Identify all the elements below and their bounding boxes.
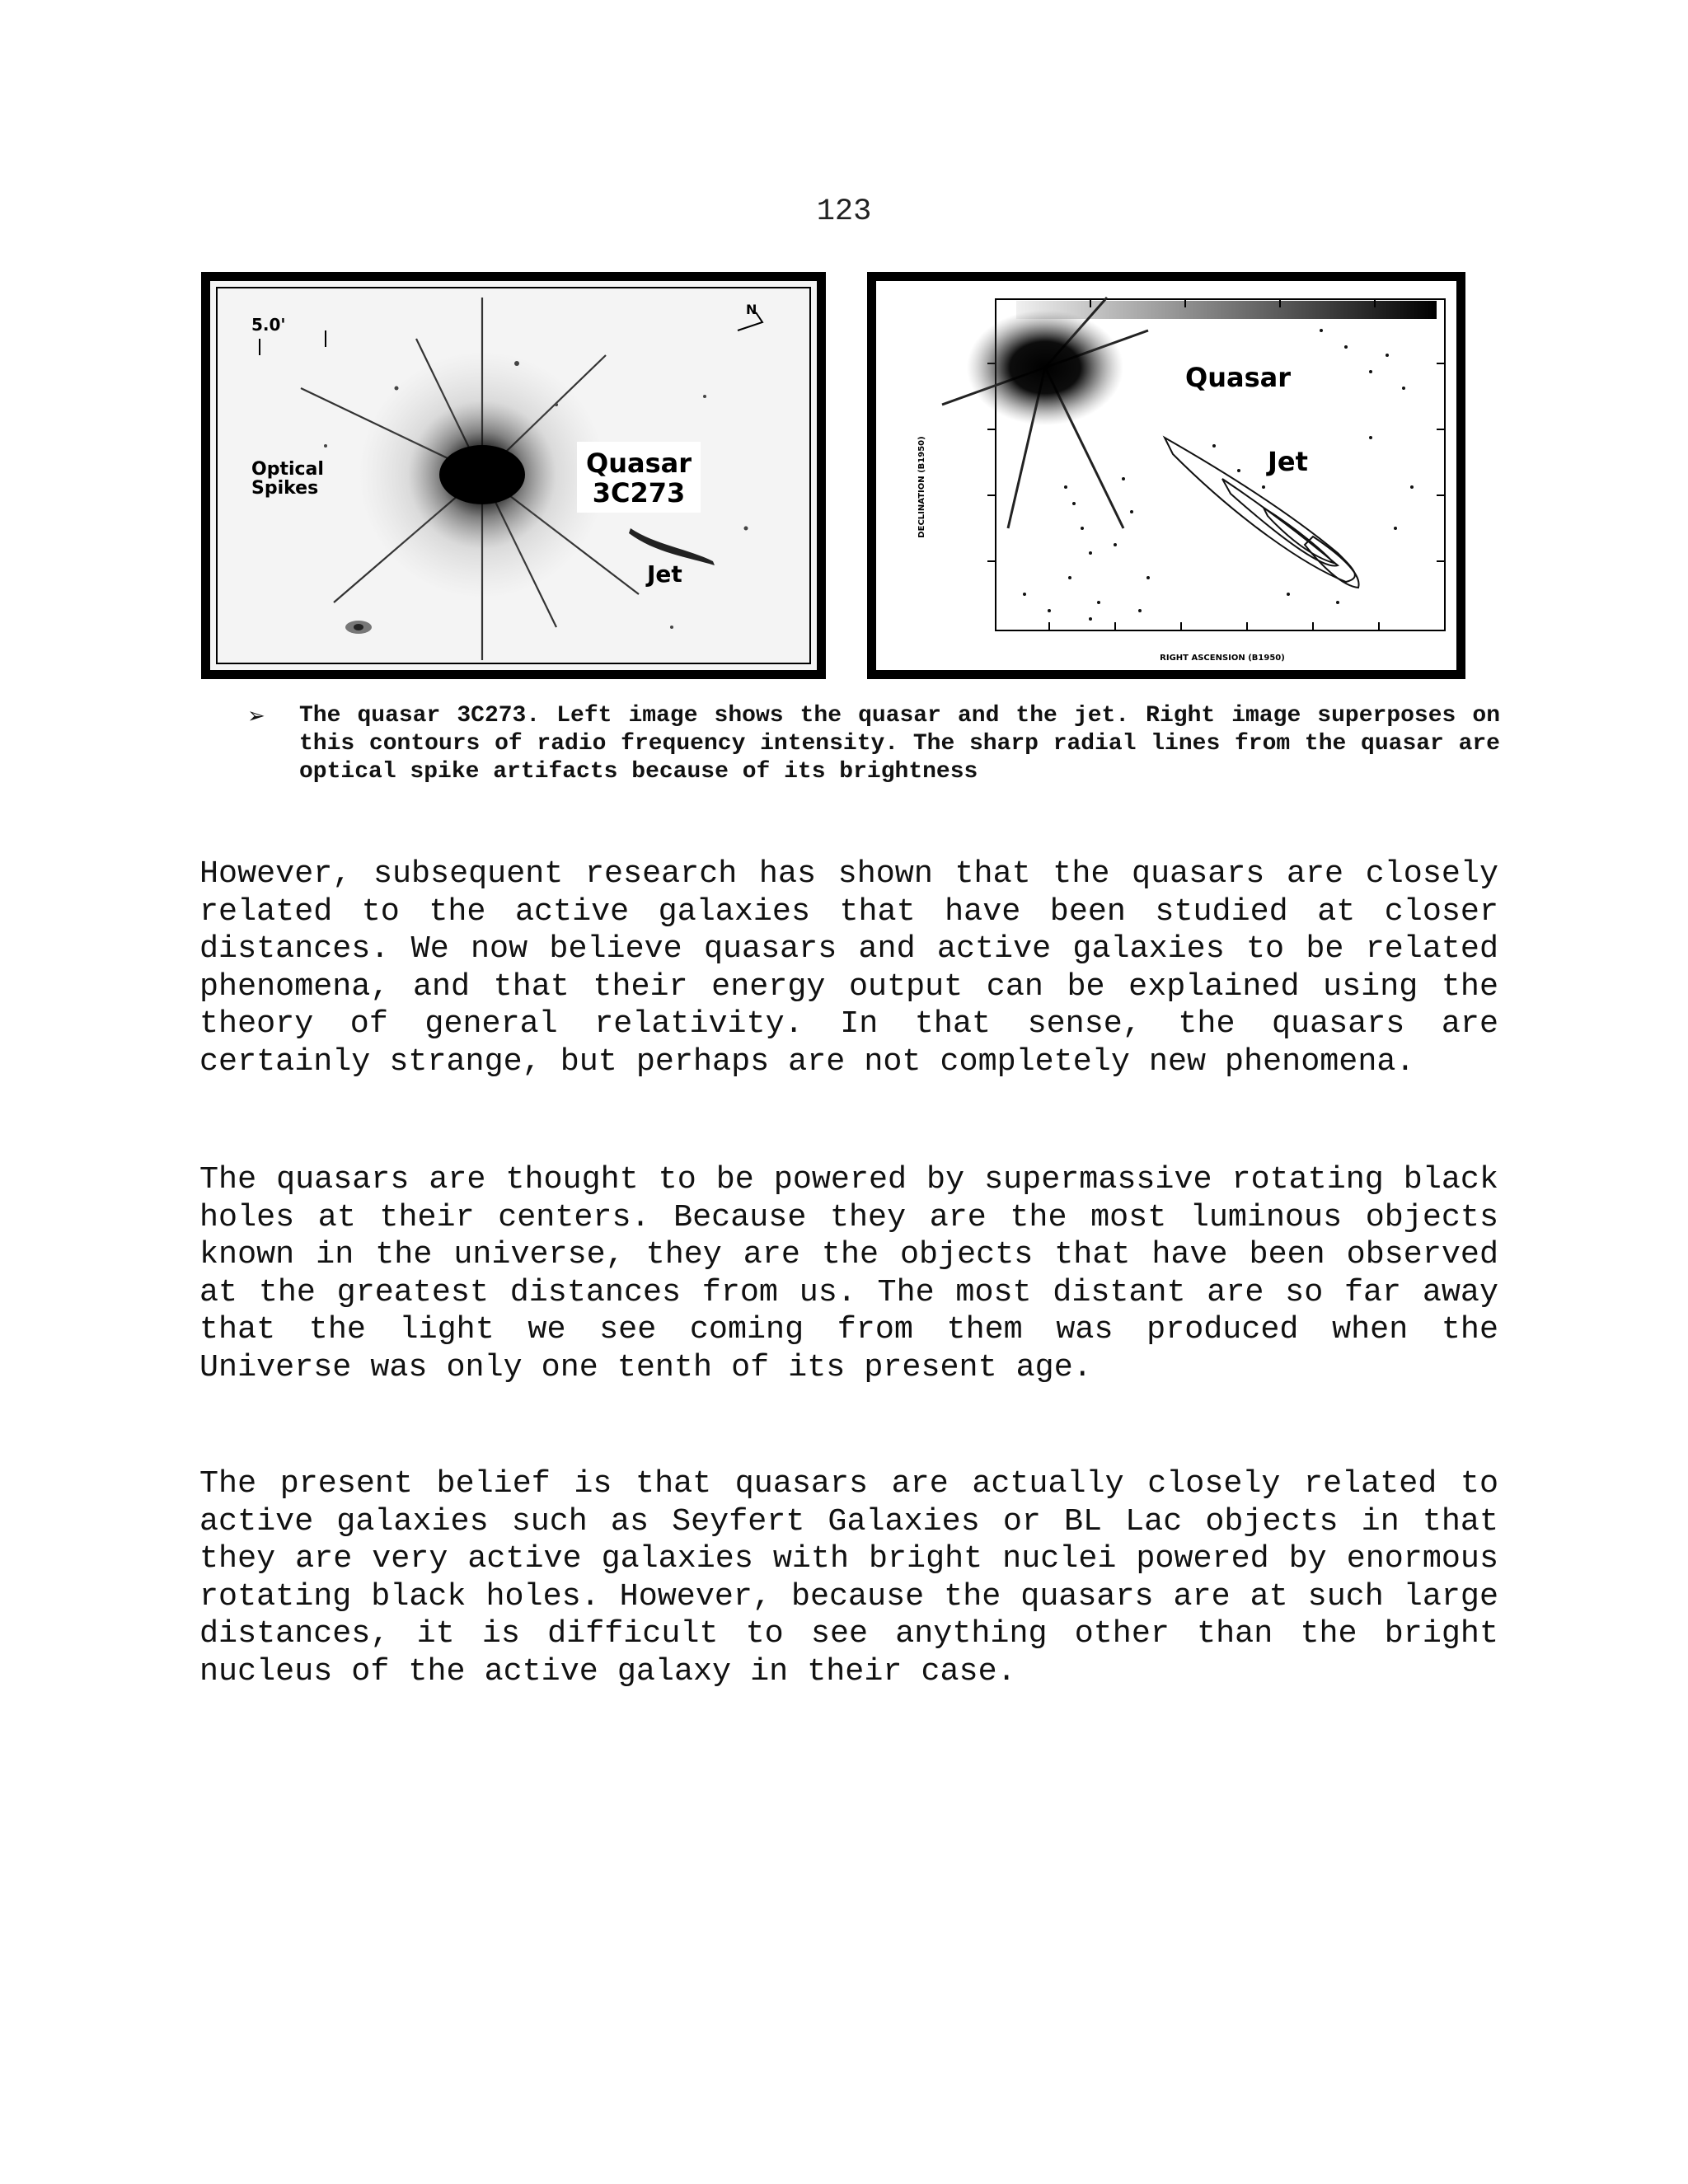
quasar-core <box>439 445 525 504</box>
caption-text: The quasar 3C273. Left image shows the quasar and the jet. Right image superposes on this contours of radio frequency intensity. The sharp radial lines from the quasar are optical spike artifacts because of its brightness <box>299 703 1500 785</box>
quasar-optical-svg <box>210 281 817 670</box>
arrow-bullet-icon: ➢ <box>247 704 265 729</box>
paragraph-1: However, subsequent research has shown that the quasars are closely related to the active galaxies that have been studied at closer distances. We now believe quasars and active galaxies to be related phenomena, and that their energy output can be explained using the theory of general relativity. In that sense, the quasars are certainly strange, but perhaps are not completely new phenomena. <box>199 855 1498 1080</box>
quasar-label-line1: Quasar <box>586 448 692 479</box>
spikes-label-line2: Spikes <box>251 478 319 499</box>
spikes-label-line1: Optical <box>251 459 324 480</box>
quasar-core <box>967 310 1123 425</box>
quasar-label: Quasar <box>1185 362 1291 393</box>
ra-axis-label: RIGHT ASCENSION (B1950) <box>1160 654 1285 663</box>
paragraph-2: The quasars are thought to be powered by supermassive rotating black holes at their centers. Because they are the most luminous objects known in the universe, they are the objects that have been observed at the greatest distances from us. The most distant are so far away that the light we see coming from them was produced when the Universe was only one tenth of its present age. <box>199 1161 1498 1385</box>
jet-label: Jet <box>1268 446 1308 477</box>
quasar-radio-contour-image <box>867 272 1465 679</box>
quasar-radio-svg <box>876 281 1456 670</box>
jet-label: Jet <box>647 560 682 588</box>
scale-label: 5.0' <box>251 315 286 335</box>
quasar-optical-image <box>201 272 826 679</box>
figure-caption <box>247 702 1500 786</box>
paragraph-3: The present belief is that quasars are actually closely related to active galaxies such as Seyfert Galaxies or BL Lac objects in that they are very active galaxies with bright nuclei powered by enormous rotating black holes. However, because the quasars are at such large distances, it is difficult to see anything other than the bright nucleus of the active galaxy in their case. <box>199 1465 1498 1690</box>
quasar-label-line2: 3C273 <box>592 477 686 509</box>
page-number: 123 <box>816 194 872 229</box>
dec-axis-label: DECLINATION (B1950) <box>917 436 926 538</box>
north-label: N <box>746 302 757 317</box>
